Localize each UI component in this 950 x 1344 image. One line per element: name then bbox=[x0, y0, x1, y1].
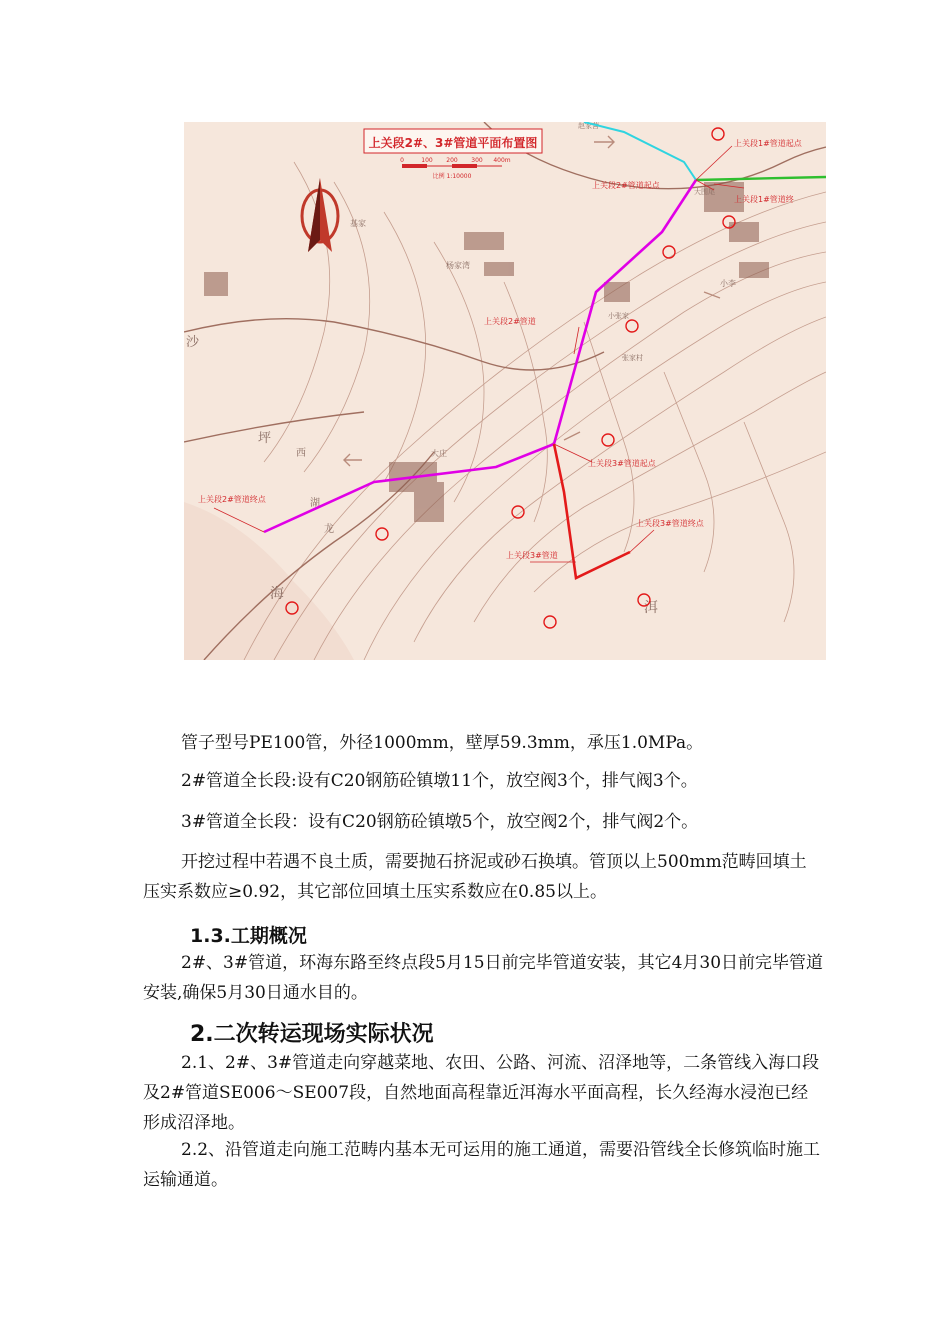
svg-text:赵家营: 赵家营 bbox=[578, 122, 599, 130]
svg-text:基家: 基家 bbox=[350, 219, 366, 228]
svg-text:湖: 湖 bbox=[310, 498, 320, 509]
site-condition-paragraph-2: 2.2、沿管道走向施工范畴内基本无可运用的施工通道，需要沿管线全长修筑临时施工运输通道。 bbox=[143, 1140, 821, 1190]
svg-text:上关段2#管道起点: 上关段2#管道起点 bbox=[592, 181, 660, 190]
backfill-paragraph: 开挖过程中若遇不良土质，需要抛石挤泥或砂石换填。管顶以上500mm范畴回填土压实系数应≥0.92，其它部位回填土压实系数应在0.85以上。 bbox=[143, 852, 807, 902]
svg-text:张家村: 张家村 bbox=[622, 354, 643, 362]
svg-text:西: 西 bbox=[296, 448, 306, 459]
section-heading-2: 2.二次转运现场实际状况 bbox=[190, 1022, 434, 1047]
svg-text:小李: 小李 bbox=[720, 279, 736, 288]
pipe2-facilities-paragraph: 2#管道全长段:设有C20钢筋砼镇墩11个，放空阀3个，排气阀3个。 bbox=[181, 771, 698, 791]
schedule-paragraph: 2#、3#管道，环海东路至终点段5月15日前完毕管道安装，其它4月30日前完毕管道安装,确保5月30日通水目的。 bbox=[143, 953, 824, 1003]
svg-text:洱: 洱 bbox=[644, 600, 658, 616]
svg-text:上关段2#管道终点: 上关段2#管道终点 bbox=[198, 495, 266, 504]
svg-text:上关段3#管道起点: 上关段3#管道起点 bbox=[588, 459, 656, 468]
svg-text:坪: 坪 bbox=[258, 431, 272, 446]
svg-text:上关段2#管道: 上关段2#管道 bbox=[484, 317, 536, 326]
pipeline-layout-map bbox=[184, 122, 826, 660]
svg-text:100: 100 bbox=[421, 157, 433, 164]
svg-text:200: 200 bbox=[446, 157, 458, 164]
svg-text:海: 海 bbox=[270, 586, 284, 602]
svg-text:大围尾: 大围尾 bbox=[694, 188, 715, 196]
site-condition-paragraph-1: 2.1、2#、3#管道走向穿越菜地、农田、公路、河流、沼泽地等，二条管线入海口段及2#管道SE006～SE007段，自然地面高程靠近洱海水平面高程，长久经海水浸泡已经形成沼泽地。 bbox=[143, 1053, 820, 1133]
svg-text:龙: 龙 bbox=[324, 524, 334, 535]
svg-text:0: 0 bbox=[400, 157, 404, 164]
svg-text:上关段3#管道终点: 上关段3#管道终点 bbox=[636, 519, 704, 528]
svg-text:比例 1:10000: 比例 1:10000 bbox=[432, 173, 472, 180]
pipe3-facilities-paragraph: 3#管道全长段：设有C20钢筋砼镇墩5个，放空阀2个，排气阀2个。 bbox=[181, 812, 699, 832]
svg-text:沙: 沙 bbox=[186, 335, 200, 350]
svg-text:上关段1#管道起点: 上关段1#管道起点 bbox=[734, 139, 802, 148]
pipe-spec-paragraph: 管子型号PE100管，外径1000mm，壁厚59.3mm，承压1.0MPa。 bbox=[181, 733, 704, 753]
section-heading-1-3: 1.3.工期概况 bbox=[190, 925, 307, 947]
svg-text:小张家: 小张家 bbox=[608, 312, 629, 320]
svg-text:上关段3#管道: 上关段3#管道 bbox=[506, 551, 558, 560]
svg-text:杨家湾: 杨家湾 bbox=[446, 261, 470, 270]
svg-text:大庄: 大庄 bbox=[431, 449, 447, 458]
svg-text:上关段1#管道终: 上关段1#管道终 bbox=[734, 195, 794, 204]
map-title: 上关段2#、3#管道平面布置图 bbox=[368, 136, 538, 150]
svg-text:400m: 400m bbox=[493, 157, 511, 164]
svg-text:300: 300 bbox=[471, 157, 483, 164]
